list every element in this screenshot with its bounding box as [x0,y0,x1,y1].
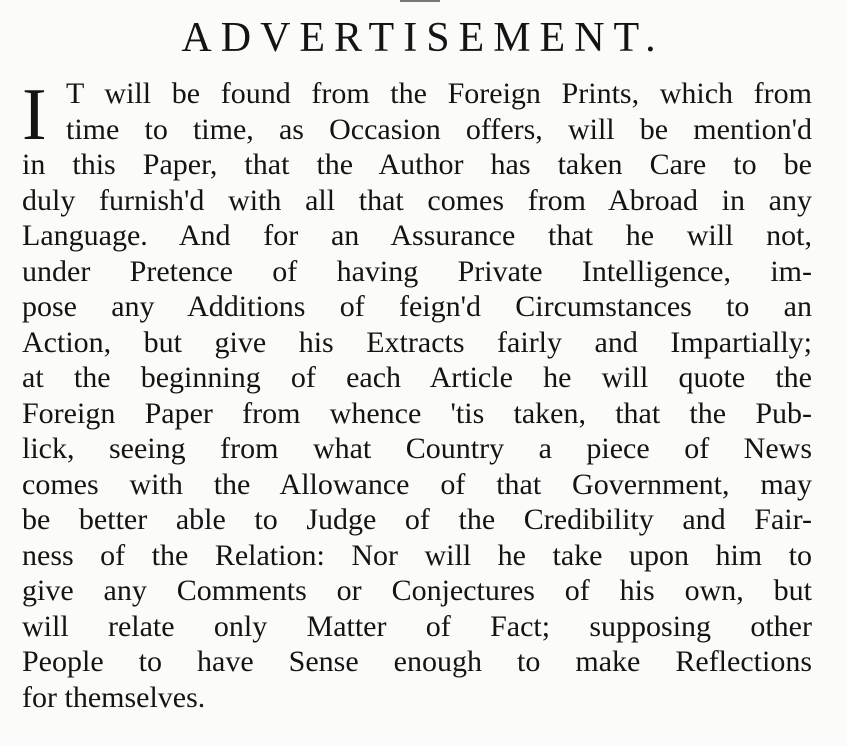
body-line: for themselves. [22,680,206,714]
body-line: Language. And for an Assurance that he will not, [22,219,812,252]
body-line: in this Paper, that the Author has taken Care to be [22,148,812,181]
body-line: People to have Sense enough to make Reflections [22,645,812,678]
cut-off-next-line [60,735,760,746]
advertisement-body [22,76,812,715]
body-line: comes with the Allowance of that Government, may [22,467,812,501]
body-line: Action, but give his Extracts fairly and Impartially; [22,325,812,359]
body-line: ness of the Relation: Nor will he take upon him to [22,538,812,572]
body-line: will relate only Matter of Fact; supposing other [22,609,812,643]
body-line: under Pretence of having Private Intelligence, im- [22,254,812,288]
body-line: at the beginning of each Article he will quote the [22,361,812,394]
body-line: be better able to Judge of the Credibility and Fair- [22,503,812,536]
top-rule-fragment [400,0,440,2]
body-line: Foreign Paper from whence 'tis taken, that the Pub- [22,396,812,430]
body-line: lick, seeing from what Country a piece of News [22,432,812,465]
body-line: pose any Additions of feign'd Circumstances to an [22,290,812,323]
body-line: duly furnish'd with all that comes from Abroad in any [22,183,812,217]
drop-cap: I [22,74,47,156]
body-line: T will be found from the Foreign Prints, which from [66,77,812,110]
body-line: give any Comments or Conjectures of his own, but [22,574,812,607]
advertisement-heading: ADVERTISEMENT. [181,15,665,61]
body-line: time to time, as Occasion offers, will be mention'd [66,112,812,146]
